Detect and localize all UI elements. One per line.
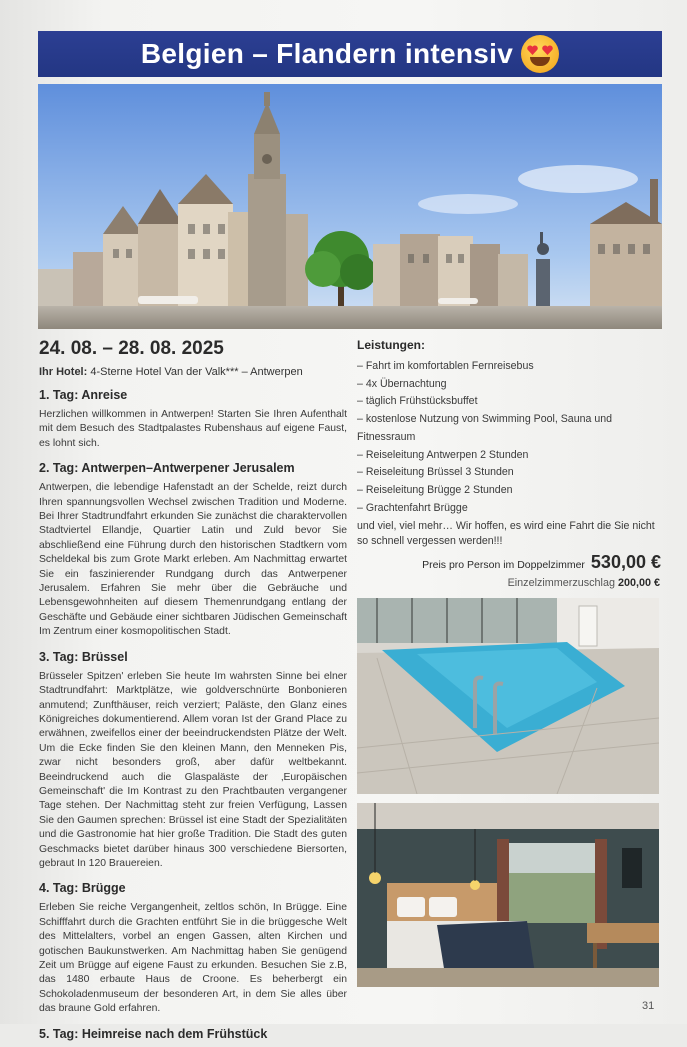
room-illustration xyxy=(357,803,659,987)
list-item: – Reiseleitung Brügge 2 Stunden xyxy=(357,483,513,496)
single-supplement-label: Einzelzimmerzuschlag xyxy=(507,577,618,589)
day-4-title: 4. Tag: Brügge xyxy=(39,881,126,896)
pool-illustration xyxy=(357,598,659,794)
day-2-title: 2. Tag: Antwerpen–Antwerpener Jerusalem xyxy=(39,461,295,476)
price-value: 530,00 € xyxy=(590,552,661,572)
single-supplement-value: 200,00 € xyxy=(617,577,660,589)
heart-eye-left-icon xyxy=(527,45,538,55)
hotel-room-photo xyxy=(357,803,659,987)
list-item: – Reiseleitung Brüssel 3 Stunden xyxy=(357,466,514,479)
title-banner xyxy=(38,31,662,77)
hotel-label: Ihr Hotel: xyxy=(39,366,88,378)
price-label: Preis pro Person im Doppelzimmer xyxy=(422,559,585,571)
day-4-text: Erleben Sie reiche Vergangenheit, zeltlos schön, In Brügge. Eine Schifffahrt durch die Grachten entführt Sie in die brüggesche Welt des Mittelalters, vorbel an engen Gassen, alten Kirchen und gotischen Baukunstwerken. Am Nachmittag haben Sie genügend Zeit um Brügge auf eigene Faust zu erkunden. Besuchen Sie z.B, das 1480 erbaute Haus de Croone. Es beherbergt ein Schokoladenmuseum der besonderen Art, in dem Sie alles über das braune Gold erfahren. xyxy=(39,902,347,1015)
emoji-mouth xyxy=(530,57,550,66)
day-2-text: Antwerpen, die lebendige Hafenstadt an der Schelde, reizt durch Ihren spannungsvollen Wechsel zwischen Tradition und Moderne. Bei Ihrer Stadtrundfahrt erkunden Sie zunächst die charaktervollen Stadtviertel Ellandje, Quartier Latin und Zuld bevor Sie abschließend eine Führung durch den historischen Stadtkern vom Scheldekal bis zum Grote Markt erleben. Am Nachmittag erwartet Sie ein faszinierender Rundgang durch das Antwerpener Jerusalem. Erfahren Sie mehr über die Gebräuche und Lebensgewohnheiten auf diesem Themenrundgang entlang der Geschäfte und Gebäude einer sichtbaren Jüdischen Gemeinschaft Im Zentrum einer kosmopolitischen Stadt. xyxy=(39,482,347,638)
antwerp-square-illustration xyxy=(38,84,662,329)
day-1-title: 1. Tag: Anreise xyxy=(39,388,128,402)
list-item: – 4x Übernachtung xyxy=(357,377,447,390)
hero-photo-antwerp xyxy=(38,84,662,329)
trip-dates: 24. 08. – 28. 08. 2025 xyxy=(39,338,224,359)
list-item: – kostenlose Nutzung von Swimming Pool, Sauna und Fitnessraum xyxy=(357,413,612,443)
page-title: Belgien – Flandern intensiv xyxy=(140,38,514,69)
services-list xyxy=(357,358,661,517)
day-5-title: 5. Tag: Heimreise nach dem Frühstück xyxy=(39,1026,268,1041)
itinerary-column xyxy=(39,338,347,1047)
services-title: Leistungen: xyxy=(357,338,425,352)
day-3-text: Brüsseler Spitzen' erleben Sie heute Im wahrsten Sinne bei elner Stadtrundfahrt: Marktplätze, wie goldverschnürte Bonbonieren anmutend; Zunfthäuser, reich verziert; Paläste, den Glanz eines Königreiches dokumentierend. Allem voran Ist der Grand Place zu erwähnen, zweifellos einer der beeindruckendsten Plätze der Welt. Um die Ecke finden Sie den kleinen Mann, den Menneken Pis, zwar nicht besonders groß, aber dafür weltbekannt. Beeindruckend auch die Glaspaläste der ‚Europäischen Gemeinschaft' die Im Kontrast zu den Prachtbauten vergangener Tage stehen. Der Nachmittag steht zur freien Verfügung, Lassen Sie den Gaumen sprechen: Brüssel ist eine Stadt der Spezialitäten und die Gastronomie hat hier große Tradition. Die Stadt des guten Geschmacks bietet darüber hinaus 300 verschiedene Biersorten, gebraut In 120 Brauereien. xyxy=(39,670,347,869)
hotel-line xyxy=(39,366,347,378)
day-1-text: Herzlichen willkommen in Antwerpen! Starten Sie Ihren Aufenthalt mit dem Besuch des Stadtpalastes Rubenshaus auf eigene Faust, es lohnt sich. xyxy=(39,409,347,449)
price-double-room xyxy=(357,552,661,573)
page-number: 31 xyxy=(642,1000,655,1012)
heart-eye-right-icon xyxy=(542,45,553,55)
services-column xyxy=(357,338,661,548)
single-supplement xyxy=(357,577,660,589)
day-3-title: 3. Tag: Brüssel xyxy=(39,649,128,664)
list-item: – Grachtenfahrt Brügge xyxy=(357,501,468,514)
list-item: – Reiseleitung Antwerpen 2 Stunden xyxy=(357,448,529,461)
heart-eyes-emoji-icon xyxy=(521,35,559,73)
pool-photo xyxy=(357,598,659,794)
list-item: – täglich Frühstücksbuffet xyxy=(357,395,478,408)
hotel-value: 4-Sterne Hotel Van der Valk*** – Antwerpen xyxy=(87,366,303,378)
services-extra-text: und viel, viel mehr… Wir hoffen, es wird eine Fahrt die Sie nicht so schnell vergessen werden!!! xyxy=(357,520,655,547)
list-item: – Fahrt im komfortablen Fernreisebus xyxy=(357,360,534,372)
